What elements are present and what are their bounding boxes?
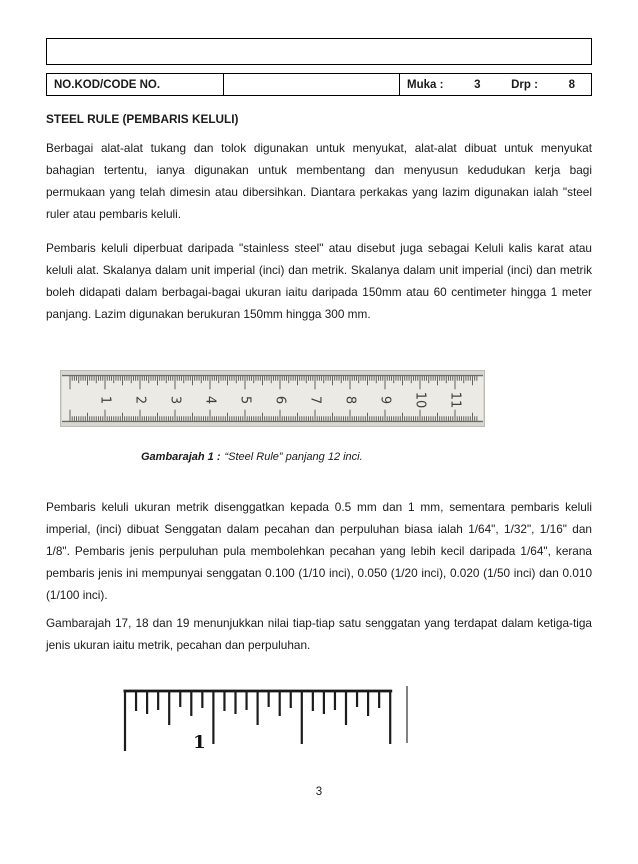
code-no-label: NO.KOD/CODE NO. xyxy=(47,74,224,95)
steel-rule-photo xyxy=(60,370,485,427)
svg-text:11: 11 xyxy=(447,391,463,409)
paragraph-intro: Berbagai alat-alat tukang dan tolok digunakan untuk menyukat, alat-alat dibuat untuk menyukat bahagian tertentu, ianya digunakan untuk membentang dan menyusun kedudukan kerja bagi permukaan yang telah dimesin atau dibersihkan. Diantara perkakas yang lazim digunakan ialah "steel ruler atau pembaris keluli. xyxy=(46,141,592,221)
page-info-cell xyxy=(400,74,591,95)
code-no-value-cell xyxy=(224,74,400,95)
page-content xyxy=(46,38,592,798)
svg-text:2: 2 xyxy=(132,395,148,405)
svg-text:5: 5 xyxy=(237,395,253,405)
muka-value: 3 xyxy=(474,78,481,91)
section-title: STEEL RULE (PEMBARIS KELULI) xyxy=(46,112,239,126)
figure-caption-label: Gambarajah 1 : xyxy=(141,451,221,463)
svg-text:3: 3 xyxy=(167,395,183,405)
paragraph-material: Pembaris keluli diperbuat daripada "stainless steel" atau disebut juga sebagai Keluli kalis karat atau keluli alat. Skalanya dalam unit imperial (inci) dan metrik. Skalanya dalam unit imperial (inci) dan metrik boleh didapati dalam berbagai-bagai ukuran iaitu daripada 150mm atau 60 centimeter hingga 1 meter panjang. Lazim digunakan berukuran 150mm hingga 300 mm. xyxy=(46,241,592,321)
drp-value: 8 xyxy=(568,78,575,91)
paragraph-reference: Gambarajah 17, 18 dan 19 menunjukkan nilai tiap-tiap satu senggatan yang terdapat dalam ketiga-tiga jenis ukuran iaitu metrik, pecahan dan perpuluhan. xyxy=(46,616,592,652)
svg-text:10: 10 xyxy=(412,391,428,409)
svg-text:1: 1 xyxy=(193,732,206,753)
drp-label: Drp : xyxy=(511,78,538,91)
svg-text:7: 7 xyxy=(307,395,323,405)
svg-text:6: 6 xyxy=(272,395,288,405)
paragraph-graduations: Pembaris keluli ukuran metrik disenggatkan kepada 0.5 mm dan 1 mm, sementara pembaris keluli imperial, (inci) dibuat Senggatan dalam pecahan dan perpuluhan biasa ialah 1/64", 1/32", 1/16" dan 1/8". Pembaris jenis perpuluhan pula membolehkan pecahan yang lebih kecil daripada 1/64", kerana pembaris jenis ini mempunyai senggatan 0.100 (1/10 inci), 0.050 (1/20 inci), 0.020 (1/50 inci) dan 0.010 (1/100 inci). xyxy=(46,500,592,602)
svg-text:8: 8 xyxy=(342,395,358,405)
page-number: 3 xyxy=(315,786,323,798)
svg-text:9: 9 xyxy=(377,395,393,405)
code-box xyxy=(46,38,592,65)
header-table xyxy=(46,73,592,96)
muka-label: Muka : xyxy=(407,78,444,91)
svg-text:4: 4 xyxy=(202,395,218,405)
figure-caption-text: “Steel Rule” panjang 12 inci. xyxy=(224,451,363,463)
document-page xyxy=(0,38,638,864)
ruler-scale-drawing xyxy=(116,684,416,758)
svg-text:1: 1 xyxy=(97,395,113,405)
figure-caption xyxy=(141,451,592,463)
